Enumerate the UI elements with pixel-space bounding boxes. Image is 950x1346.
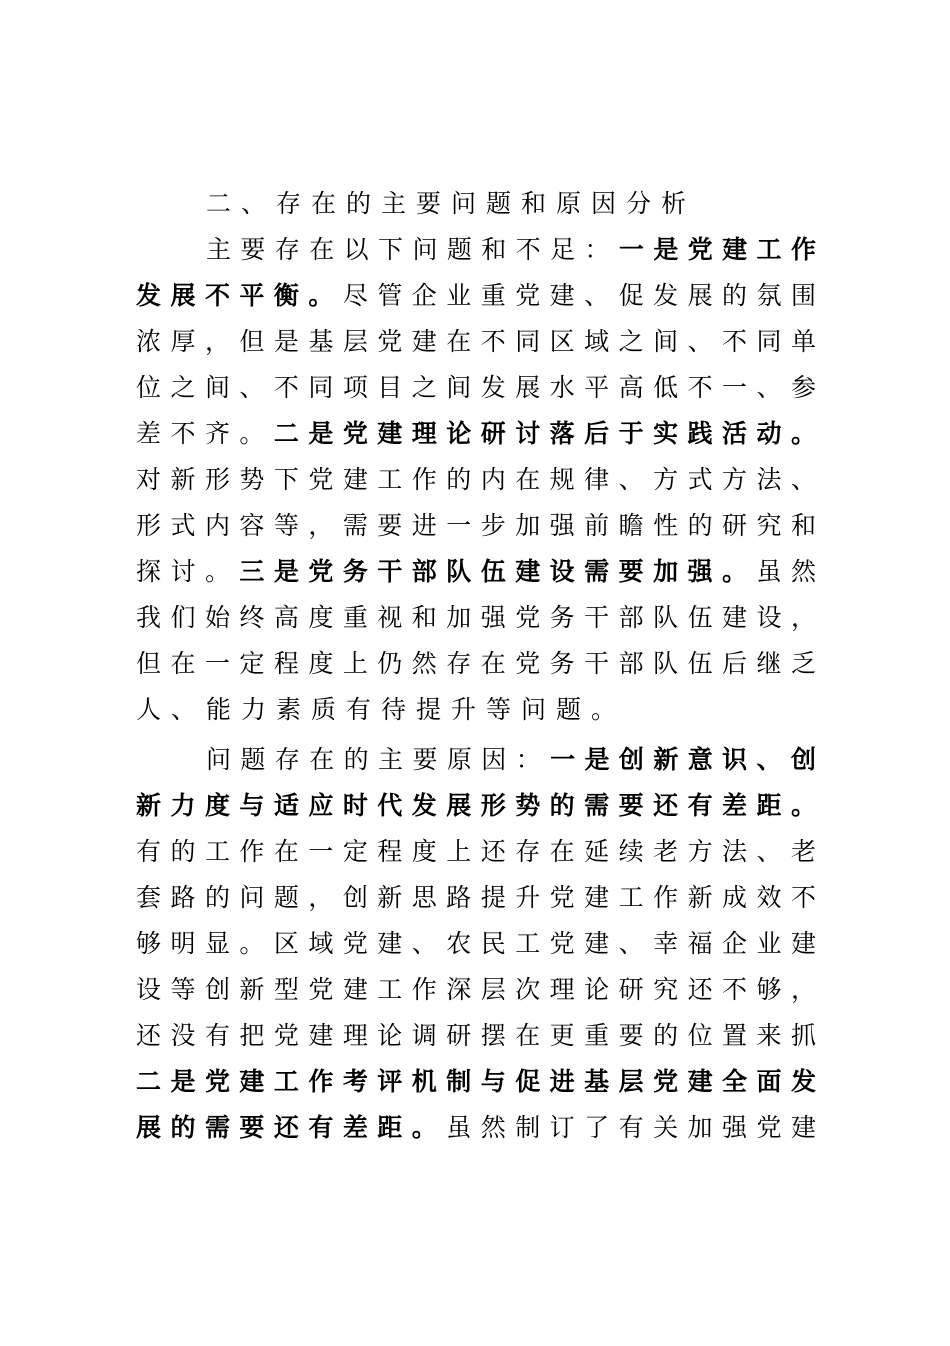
bold-text-run: 一是党建工作 bbox=[618, 235, 816, 264]
text-run: 还没有把党建理论调研摆在更重要的位置来抓 bbox=[136, 1021, 816, 1050]
text-run: 问题存在的主要原因： bbox=[206, 745, 551, 774]
paragraph-line bbox=[136, 1013, 816, 1059]
paragraph-line bbox=[136, 967, 816, 1013]
text-run: 对新形势下党建工作的内在规律、方式方法、 bbox=[136, 465, 816, 494]
text-run: 虽然 bbox=[756, 557, 816, 586]
paragraph-line bbox=[136, 411, 816, 457]
paragraph-line bbox=[136, 1105, 816, 1151]
text-run: 我们始终高度重视和加强党务干部队伍建设， bbox=[136, 603, 816, 632]
text-run: 套路的问题，创新思路提升党建工作新成效不 bbox=[136, 883, 816, 912]
text-run: 尽管企业重党建、促发展的氛围 bbox=[342, 281, 816, 310]
paragraph-line bbox=[136, 365, 816, 411]
text-run: 虽然制订了有关加强党建 bbox=[446, 1113, 816, 1142]
paragraph-line bbox=[136, 875, 816, 921]
bold-text-run: 三是党务干部队伍建设需要加强。 bbox=[239, 557, 757, 586]
text-run: 设等创新型党建工作深层次理论研究还不够， bbox=[136, 975, 816, 1004]
bold-text-run: 一是创新意识、创 bbox=[550, 745, 816, 774]
paragraph-line bbox=[206, 227, 816, 273]
paragraph-line bbox=[136, 829, 816, 875]
text-run: 但在一定程度上仍然存在党务干部队伍后继乏 bbox=[136, 649, 816, 678]
paragraph-line bbox=[136, 549, 816, 595]
bold-text-run: 二是党建理论研讨落后于实践活动。 bbox=[273, 419, 816, 448]
text-run: 差不齐。 bbox=[136, 419, 274, 448]
text-run: 主要存在以下问题和不足： bbox=[206, 235, 619, 264]
text-run: 有的工作在一定程度上还存在延续老方法、老 bbox=[136, 837, 816, 866]
paragraph-line bbox=[136, 319, 816, 365]
paragraph-line bbox=[206, 737, 816, 783]
text-run: 浓厚，但是基层党建在不同区域之间、不同单 bbox=[136, 327, 816, 356]
bold-text-run: 展的需要还有差距。 bbox=[136, 1113, 447, 1142]
paragraph-line bbox=[136, 503, 816, 549]
bold-text-run: 二是党建工作考评机制与促进基层党建全面发 bbox=[136, 1067, 816, 1096]
bold-text-run: 新力度与适应时代发展形势的需要还有差距。 bbox=[136, 791, 816, 820]
paragraph-line bbox=[136, 783, 816, 829]
text-run: 位之间、不同项目之间发展水平高低不一、参 bbox=[136, 373, 816, 402]
text-run: 探讨。 bbox=[136, 557, 240, 586]
text-run: 人、能力素质有待提升等问题。 bbox=[136, 695, 627, 724]
paragraph-line bbox=[136, 641, 816, 687]
paragraph-line bbox=[136, 273, 816, 319]
section-heading: 二、存在的主要问题和原因分析 bbox=[206, 189, 697, 218]
text-run: 够明显。区域党建、农民工党建、幸福企业建 bbox=[136, 929, 816, 958]
paragraph-line bbox=[136, 921, 816, 967]
paragraph-line bbox=[136, 595, 816, 641]
text-run: 形式内容等，需要进一步加强前瞻性的研究和 bbox=[136, 511, 816, 540]
paragraph-line bbox=[136, 1059, 816, 1105]
paragraph-line bbox=[136, 687, 816, 733]
paragraph-line bbox=[136, 457, 816, 503]
bold-text-run: 发展不平衡。 bbox=[136, 281, 343, 310]
